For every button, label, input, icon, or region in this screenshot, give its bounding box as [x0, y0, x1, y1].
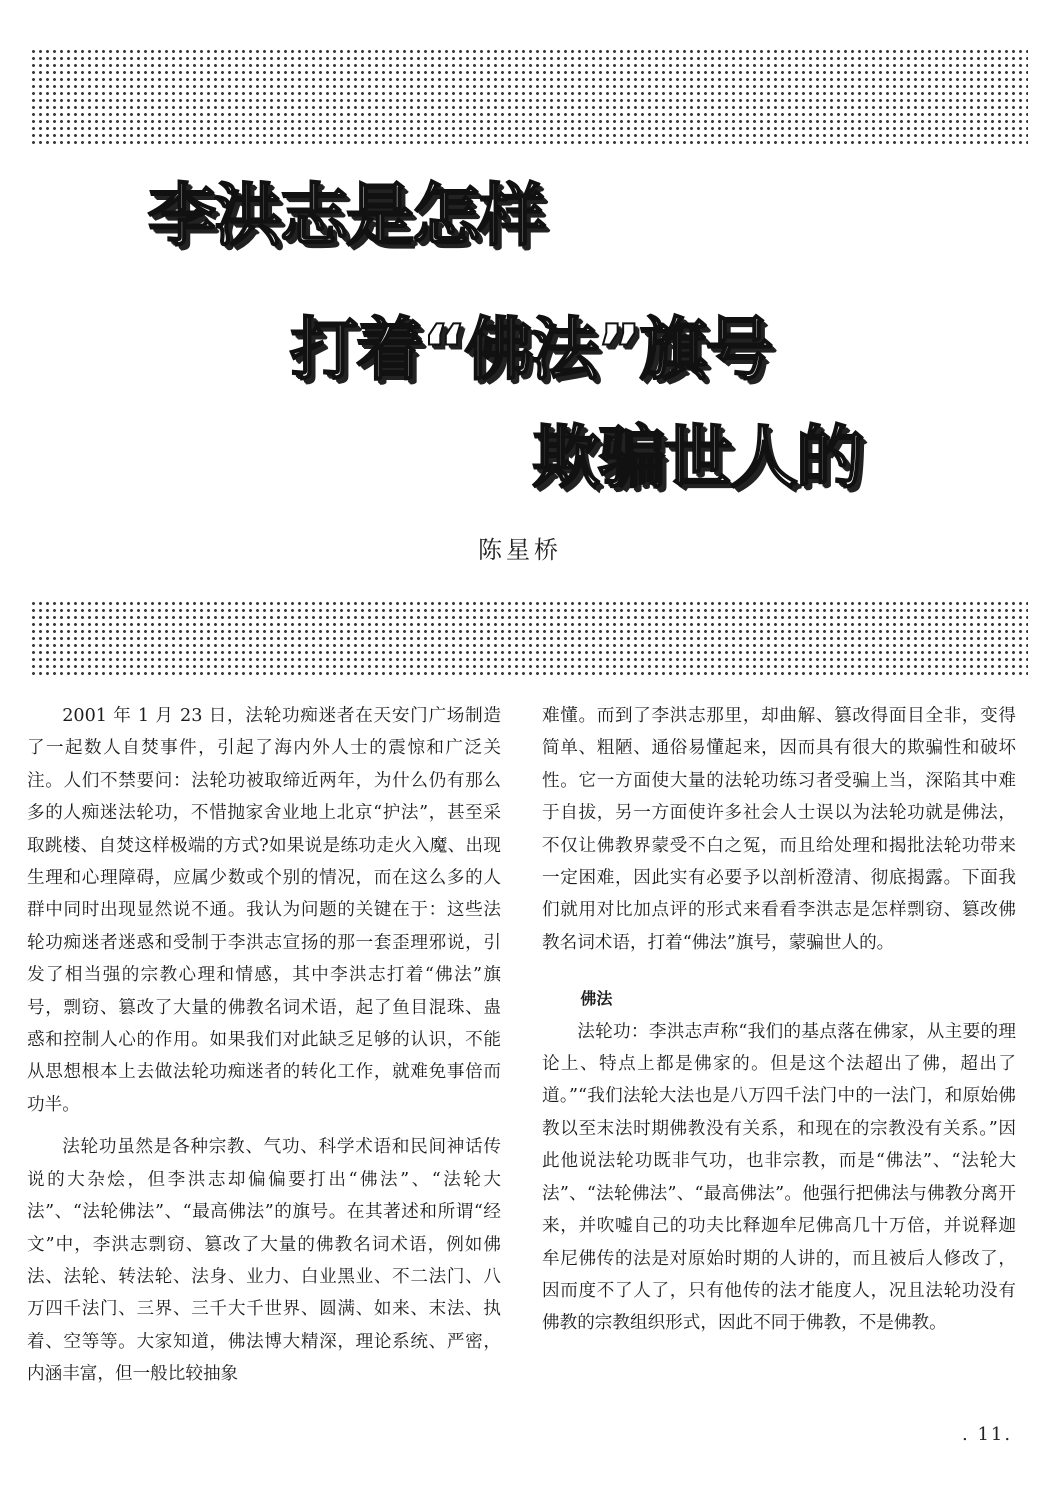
- left-text-column: [27, 700, 501, 1391]
- body-paragraph: 法轮功虽然是各种宗教、气功、科学术语和民间神话传说的大杂烩，但李洪志却偏偏要打出“佛法”、“法轮大法”、“法轮佛法”、“最高佛法”的旗号。在其著述和所谓“经文”中，李洪志剽窃、篡改了大量的佛教名词术语，例如佛法、法轮、转法轮、法身、业力、白业黑业、不二法门、八万四千法门、三界、三千大千世界、圆满、如来、末法、执着、空等等。大家知道，佛法博大精深，理论系统、严密，内涵丰富，但一般比较抽象: [27, 1137, 501, 1385]
- right-text-column: [542, 700, 1016, 1340]
- divider-dot-pattern: [30, 600, 1028, 678]
- body-paragraph-continuation: 难懂。而到了李洪志那里，却曲解、篡改得面目全非，变得简单、粗陋、通俗易懂起来，因而具有很大的欺骗性和破坏性。它一方面使大量的法轮功练习者受骗上当，深陷其中难于自拔，另一方面使许多社会人士误以为法轮功就是佛法，不仅让佛教界蒙受不白之冤，而且给处理和揭批法轮功带来一定困难，因此实有必要予以剖析澄清、彻底揭露。下面我们就用对比加点评的形式来看看李洪志是怎样剽窃、篡改佛教名词术语，打着“佛法”旗号，蒙骗世人的。: [542, 706, 1016, 953]
- section-heading: 佛法: [580, 989, 613, 1009]
- article-title-line-1: 李洪志是怎样: [148, 177, 545, 256]
- body-paragraph: 法轮功：李洪志声称“我们的基点落在佛家，从主要的理论上、特点上都是佛家的。但是这个法超出了佛，超出了道。”“我们法轮大法也是八万四千法门中的一法门，和原始佛教以至末法时期佛教没有关系，和现在的宗教没有关系。”因此他说法轮功既非气功，也非宗教，而是“佛法”、“法轮大法”、“法轮佛法”、“最高佛法”。他强行把佛法与佛教分离开来，并吹嘘自己的功夫比释迦牟尼佛高几十万倍，并说释迦牟尼佛传的法是对原始时期的人讲的，而且被后人修改了，因而度不了人了，只有他传的法才能度人，况且法轮功没有佛教的宗教组织形式，因此不同于佛教，不是佛教。: [542, 1021, 1016, 1334]
- article-author: 陈星桥: [478, 536, 562, 564]
- page-number: . 11.: [962, 1424, 1013, 1445]
- body-paragraph: 2001 年 1 月 23 日，法轮功痴迷者在天安门广场制造了一起数人自焚事件，引起了海内外人士的震惊和广泛关注。人们不禁要问：法轮功被取缔近两年，为什么仍有那么多的人痴迷法轮功，不惜抛家舍业地上北京“护法”，甚至采取跳楼、自焚这样极端的方式?如果说是练功走火入魔、出现生理和心理障碍，应属少数或个别的情况，而在这么多的人群中同时出现显然说不通。我认为问题的关键在于：这些法轮功痴迷者迷惑和受制于李洪志宣扬的那一套歪理邪说，引发了相当强的宗教心理和情感，其中李洪志打着“佛法”旗号，剽窃、篡改了大量的佛教名词术语，起了鱼目混珠、蛊惑和控制人心的作用。如果我们对此缺乏足够的认识，不能从思想根本上去做法轮功痴迷者的转化工作，就难免事倍而功半。: [27, 706, 501, 1115]
- article-title-line-3: 欺骗世人的: [532, 419, 863, 498]
- article-title-line-2: 打着“佛法”旗号: [290, 311, 772, 390]
- header-dot-pattern: [30, 48, 1028, 146]
